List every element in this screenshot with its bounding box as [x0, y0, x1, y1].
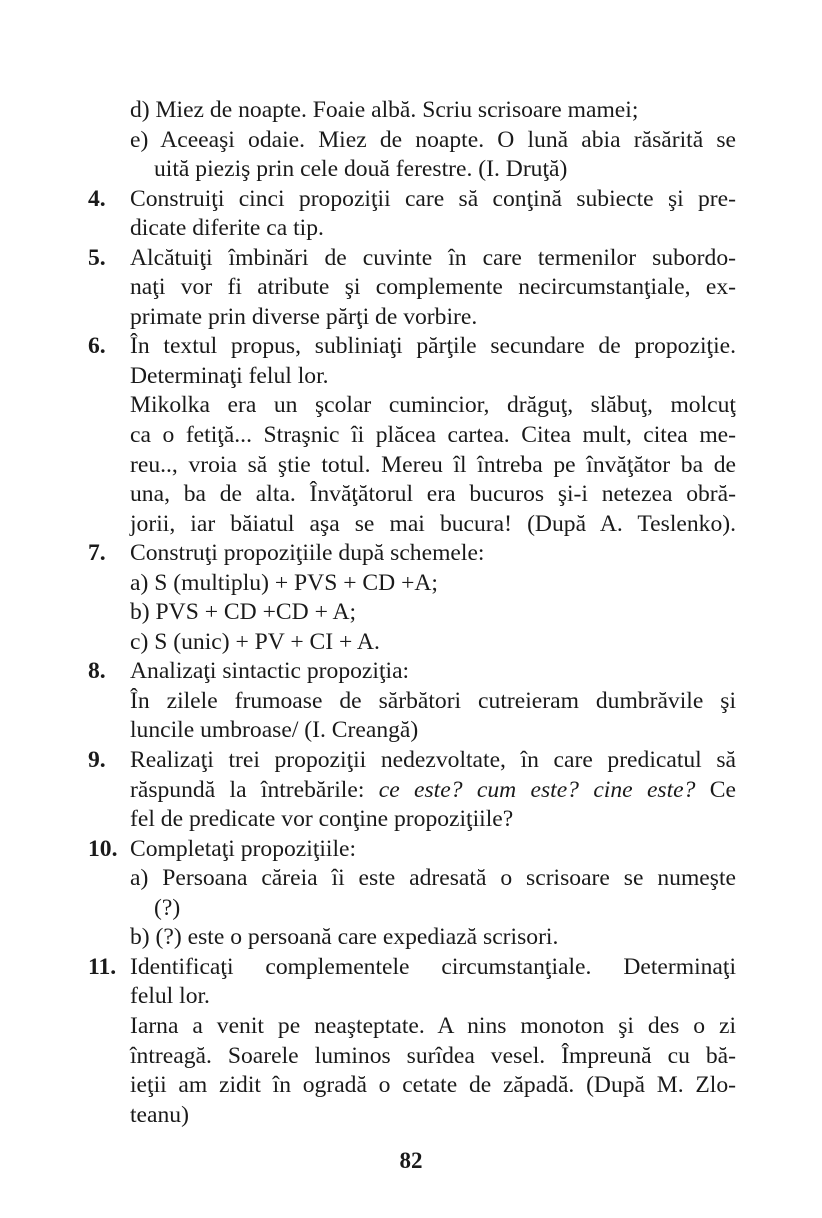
exercise-8-line: 8. Analizaţi sintactic propoziţia:	[88, 657, 736, 687]
text-line: felul lor.	[130, 983, 210, 1010]
exercise-number: 5.	[88, 244, 106, 271]
exercise-number: 4.	[88, 185, 106, 212]
text-line: reu.., vroia să ştie totul. Mereu îl întreba pe învăţător ba de	[130, 451, 736, 478]
text-line: naţi vor fi atribute şi complemente necircumstanţiale, ex-	[130, 274, 736, 301]
exercise-number: 11.	[88, 953, 117, 980]
text-line: primate prin diverse părţi de vorbire.	[130, 303, 478, 330]
text-line: a) S (multiplu) + PVS + CD +A;	[130, 569, 438, 596]
text-line: ieţii am zidit în ogradă o cetate de zăpadă. (După M. Zlo-	[130, 1072, 736, 1099]
exercise-4-line: 4. Construiţi cinci propoziţii care să conţină subiecte şi pre-	[88, 185, 736, 215]
exercise-9-line: 9. Realizaţi trei propoziţii nedezvoltate, în care predicatul să	[88, 746, 736, 776]
text-line: Mikolka era un şcolar cumincior, drăguţ, slăbuţ, molcuţ	[130, 392, 736, 419]
exercise-number: 10.	[88, 835, 118, 862]
text-line: răspundă la întrebările: ce este? cum este? cine este? Ce	[130, 776, 736, 803]
italic-questions: ce este? cum este? cine este?	[378, 776, 696, 803]
exercise-10-line: 10. Completaţi propoziţiile:	[88, 835, 736, 865]
text-line: În zilele frumoase de sărbători cutreieram dumbrăvile şi	[130, 687, 736, 714]
exercise-number: 9.	[88, 747, 106, 774]
text-line: d) Miez de noapte. Foaie albă. Scriu scrisoare mamei;	[130, 97, 639, 123]
text-line: Iarna a venit pe neaşteptate. A nins monoton şi des o zi	[130, 1012, 736, 1039]
text-line: uită pieziş prin cele două ferestre. (I. Druţă)	[154, 156, 568, 183]
text-line: Determinaţi felul lor.	[130, 362, 329, 389]
text-line: dicate diferite ca tip.	[130, 215, 324, 242]
text-line: e) Aceeaşi odaie. Miez de noapte. O lună abia răsărită se	[130, 126, 736, 153]
text-line: b) (?) este o persoană care expediază scrisori.	[130, 924, 559, 951]
exercise-number: 7.	[88, 540, 106, 567]
text-line: a) Persoana căreia îi este adresată o scrisoare se numeşte	[130, 865, 736, 892]
text-line: ca o fetiţă... Straşnic îi plăcea cartea. Citea mult, citea me-	[130, 422, 736, 449]
text-line: întreagă. Soarele luminos surîdea vesel. Împreună cu bă-	[130, 1042, 736, 1069]
exercise-number: 8.	[88, 658, 106, 685]
text-line: (?)	[154, 894, 181, 921]
exercise-5-line: 5. Alcătuiţi îmbinări de cuvinte în care termenilor subordo-	[88, 244, 736, 274]
text-line: luncile umbroase/ (I. Creangă)	[130, 717, 419, 744]
page-number: 82	[399, 1148, 423, 1173]
text-line: una, ba de alta. Învăţătorul era bucuros şi-i netezea obră-	[130, 481, 736, 508]
text-line: b) PVS + CD +CD + A;	[130, 599, 357, 626]
page-content	[88, 96, 736, 1130]
text-line: jorii, iar băiatul aşa se mai bucura! (După A. Teslenko).	[130, 510, 736, 537]
exercise-11-line: 11. Identificaţi complementele circumstanţiale. Determinaţi	[88, 953, 736, 983]
text-line: fel de predicate vor conţine propoziţiile?	[130, 806, 514, 833]
exercise-7-line: 7. Construţi propoziţiile după schemele:	[88, 539, 736, 569]
text-line: c) S (unic) + PV + CI + A.	[130, 628, 380, 655]
exercise-6-line: 6. În textul propus, subliniaţi părţile secundare de propoziţie.	[88, 332, 736, 362]
text-line: teanu)	[130, 1101, 189, 1128]
exercise-number: 6.	[88, 333, 106, 360]
